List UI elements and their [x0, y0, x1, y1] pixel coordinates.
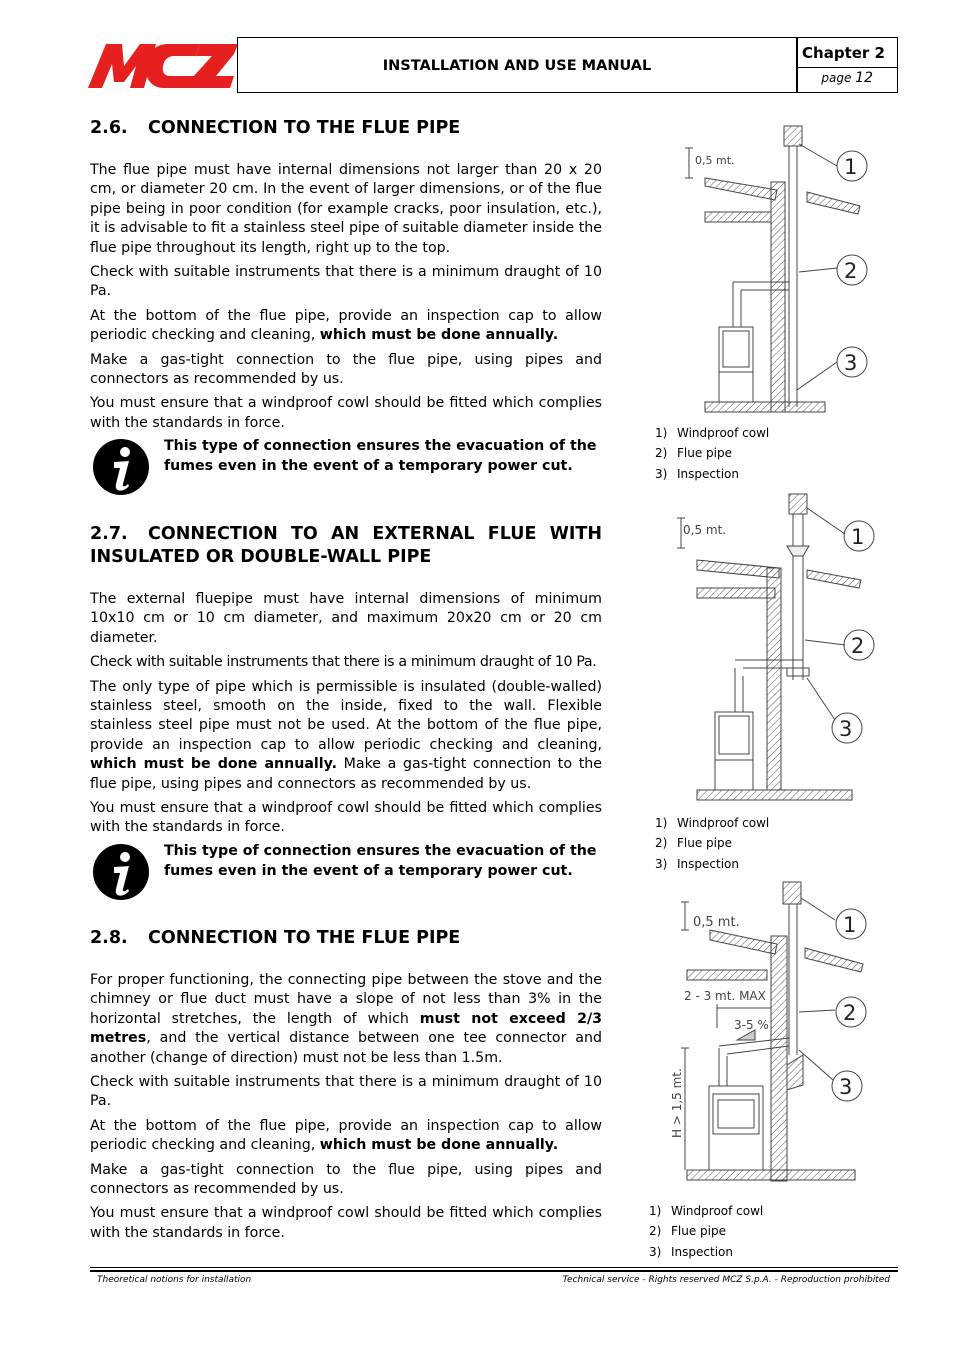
header-title-box [237, 37, 797, 93]
paragraph: Check with suitable instruments that there is a minimum draught of 10 Pa. [90, 1074, 602, 1110]
paragraph-emphasis: which must be done annually. [319, 327, 559, 344]
callout-number: 3 [844, 351, 858, 375]
paragraph-emphasis: must not exceed 2/3 metres [90, 1010, 602, 1047]
legend-item [655, 833, 769, 853]
legend-number: 2) [655, 836, 668, 851]
callout-number: 2 [851, 634, 865, 658]
figure-legend-2 [655, 813, 769, 874]
dimension-label: 0,5 mt. [693, 915, 740, 930]
section-number: 2.7. [90, 524, 128, 544]
legend-label: Inspection [677, 466, 739, 481]
paragraph: The flue pipe must have internal dimensions not larger than 20 x 20 cm, or diameter 20 cm. In the event of larger dimensions, or of the flue pipe being in poor condition (for example cracks, poor insulation, etc.), it is advisable to fit a stainless steel pipe of suitable diameter inside the flue pipe throughout its length, right up to the top. [90, 162, 602, 256]
legend-item [655, 854, 769, 874]
section-number: 2.8. [90, 928, 128, 948]
footer-divider [90, 1270, 898, 1272]
paragraph: Make a gas-tight connection to the flue pipe, using pipes and connectors as recommended by us. [90, 1161, 602, 1198]
paragraph-text: At the bottom of the flue pipe, provide an inspection cap to allow periodic checking and cleaning, [90, 307, 602, 344]
slope-label: 3-5 % [734, 1018, 769, 1032]
legend-number: 3) [649, 1244, 662, 1259]
section-2-6-body [90, 161, 602, 438]
legend-item [655, 813, 769, 833]
section-2-7-body [90, 590, 602, 843]
legend-item [655, 464, 769, 484]
chapter-box [797, 37, 898, 93]
paragraph [90, 971, 602, 1068]
legend-number: 1) [649, 1204, 662, 1218]
length-label: 2 - 3 mt. MAX [684, 989, 766, 1003]
legend-item [649, 1201, 763, 1221]
legend-label: Windproof cowl [677, 816, 770, 830]
dimension-label: 0,5 mt. [695, 154, 735, 167]
paragraph: You must ensure that a windproof cowl should be fitted which complies with the standards in force. [90, 1205, 602, 1241]
footer-right-text: Technical service - Rights reserved MCZ S.p.A. - Reproduction prohibited [562, 1275, 890, 1285]
callout-number: 1 [844, 155, 858, 179]
paragraph-emphasis: which must be done annually. [90, 756, 337, 773]
paragraph: The external fluepipe must have internal dimensions of minimum 10x10 cm or 10 cm diameter, and maximum 20x20 cm or 20 cm diameter. [90, 591, 602, 646]
info-note [90, 436, 602, 496]
page-word: page [821, 71, 852, 85]
footer-divider [90, 1267, 898, 1268]
paragraph-text: The only type of pipe which is permissible is insulated (double-walled) stainless steel, smooth on the inside, fixed to the wall. Flexible stainless steel pipe must not be used. At the bottom of the flue pipe, provide an inspection cap to allow periodic checking and cleaning, [90, 678, 602, 753]
legend-number: 2) [649, 1224, 662, 1239]
info-icon [92, 438, 150, 496]
legend-number: 1) [655, 816, 668, 830]
paragraph-text: For proper functioning, the connecting pipe between the stove and the chimney or flue duct must have a slope of not less than 3% in the horizontal stretches, the length of which [90, 972, 602, 1027]
legend-label: Windproof cowl [677, 426, 770, 440]
section-number: 2.6. [90, 118, 128, 138]
info-note [90, 841, 602, 901]
flue-diagram-2 [675, 490, 885, 805]
callout-number: 3 [839, 717, 853, 741]
paragraph [90, 1117, 602, 1156]
legend-label: Windproof cowl [671, 1204, 764, 1218]
flue-diagram-1 [675, 122, 875, 422]
page-number: 12 [855, 70, 873, 86]
manual-title: INSTALLATION AND USE MANUAL [382, 58, 652, 74]
legend-item [649, 1242, 763, 1262]
footer-left-text: Theoretical notions for installation [97, 1275, 252, 1285]
legend-item [655, 423, 769, 443]
paragraph-emphasis: which must be done annually. [319, 1137, 559, 1154]
paragraph: Make a gas-tight connection to the flue pipe, using pipes and connectors as recommended by us. [90, 351, 602, 388]
callout-number: 1 [843, 913, 857, 937]
callout-number: 3 [839, 1075, 853, 1099]
info-text: This type of connection ensures the evacuation of the fumes even in the event of a temporary power cut. [164, 438, 597, 474]
paragraph-text: At the bottom of the flue pipe, provide an inspection cap to allow periodic checking and cleaning, [90, 1117, 602, 1154]
mcz-logo [88, 40, 238, 92]
paragraph-text: , and the vertical distance between one tee connector and another (change of direction) must not be less than 1.5m. [90, 1030, 602, 1066]
flue-diagram-3 [665, 880, 875, 1195]
section-heading-2-6 [90, 117, 602, 140]
height-label: H > 1,5 mt. [670, 1068, 684, 1138]
figure-legend-1 [655, 423, 769, 484]
page-label [798, 70, 897, 86]
legend-label: Flue pipe [677, 836, 732, 851]
legend-label: Flue pipe [677, 446, 732, 461]
section-title: CONNECTION TO THE FLUE PIPE [148, 928, 461, 948]
callout-number: 2 [843, 1001, 857, 1025]
dimension-label: 0,5 mt. [683, 523, 727, 537]
callout-number: 2 [844, 259, 858, 283]
legend-number: 3) [655, 466, 668, 481]
legend-label: Inspection [671, 1244, 733, 1259]
paragraph [90, 678, 602, 794]
section-heading-2-8 [90, 927, 602, 950]
paragraph: You must ensure that a windproof cowl should be fitted which complies with the standards in force. [90, 800, 602, 836]
section-2-8-body [90, 971, 602, 1248]
paragraph [90, 307, 602, 346]
info-icon [92, 843, 150, 901]
legend-item [649, 1221, 763, 1241]
legend-number: 1) [655, 426, 668, 440]
section-title: CONNECTION TO AN EXTERNAL FLUE WITH INSULATED OR DOUBLE-WALL PIPE [90, 524, 602, 567]
paragraph: Check with suitable instruments that there is a minimum draught of 10 Pa. [90, 264, 602, 300]
paragraph: Check with suitable instruments that there is a minimum draught of 10 Pa. [90, 654, 597, 671]
legend-label: Flue pipe [671, 1224, 726, 1239]
legend-label: Inspection [677, 856, 739, 871]
legend-number: 3) [655, 856, 668, 871]
chapter-label: Chapter 2 [798, 38, 897, 68]
section-title: CONNECTION TO THE FLUE PIPE [148, 118, 461, 138]
section-heading-2-7 [90, 523, 602, 569]
figure-legend-3 [649, 1201, 763, 1262]
paragraph: You must ensure that a windproof cowl should be fitted which complies with the standards in force. [90, 395, 602, 431]
legend-item [655, 443, 769, 463]
legend-number: 2) [655, 446, 668, 461]
callout-number: 1 [851, 525, 865, 549]
paragraph-text: Make a gas-tight connection to the flue pipe, using pipes and connectors as recommended by us. [90, 756, 602, 792]
info-text: This type of connection ensures the evacuation of the fumes even in the event of a temporary power cut. [164, 843, 597, 879]
